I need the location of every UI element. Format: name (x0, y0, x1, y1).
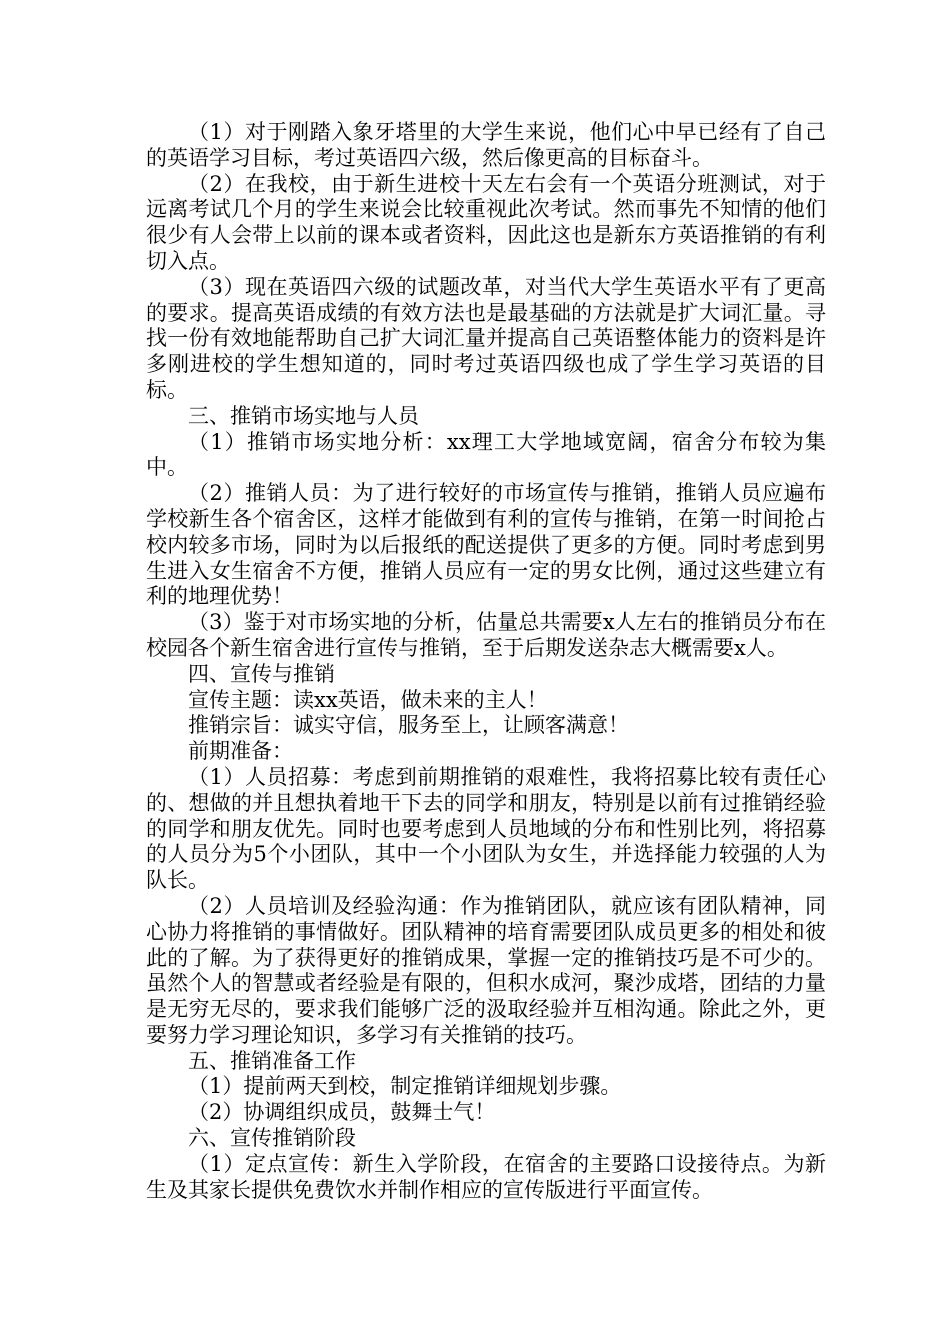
paragraph-arrive-early: （1）提前两天到校，制定推销详细规划步骤。 (188, 1074, 622, 1099)
paragraph-coordinate-team: （2）协调组织成员，鼓舞士气！ (188, 1100, 496, 1125)
paragraph-training: （2）人员培训及经验沟通：作为推销团队，就应该有团队精神，同心协力将推销的事情做好。团队精神的培育需要团队成员更多的相处和彼此的了解。为了获得更好的推销成果，掌握一定的推销技巧是不可少的。虽然个人的智慧或者经验是有限的，但积水成河，聚沙成塔，团结的力量是无穷无尽的，要求我们能够广泛的汲取经验并互相沟通。除此之外，更要努力学习理论知识，多学习有关推销的技巧。 (146, 893, 826, 1047)
paragraph-sales-tenet: 推销宗旨：诚实守信，服务至上，让顾客满意！ (188, 713, 629, 738)
section-heading-promotion-stage: 六、宣传推销阶段 (188, 1126, 356, 1151)
paragraph-promotion-theme: 宣传主题：读xx英语，做未来的主人！ (188, 687, 548, 712)
paragraph-exam-reform: （3）现在英语四六级的试题改革，对当代大学生英语水平有了更高的要求。提高英语成绩的有效方法也是最基础的方法就是扩大词汇量。寻找一份有效地能帮助自己扩大词汇量并提高自己英语整体能力的资料是许多刚进校的学生想知道的，同时考过英语四级也成了学生学习英语的目标。 (146, 274, 826, 402)
paragraph-fixed-point-promotion: （1）定点宣传：新生入学阶段，在宿舍的主要路口设接待点。为新生及其家长提供免费饮水并制作相应的宣传版进行平面宣传。 (146, 1151, 826, 1202)
section-heading-promotion: 四、宣传与推销 (188, 661, 335, 686)
section-heading-market-and-staff: 三、推销市场实地与人员 (188, 403, 419, 428)
document-body (146, 120, 826, 1203)
paragraph-recruitment: （1）人员招募：考虑到前期推销的艰难性，我将招募比较有责任心的、想做的并且想执着地干下去的同学和朋友，特别是以前有过推销经验的同学和朋友优先。同时也要考虑到人员地域的分布和性别比列，将招募的人员分为5个小团队，其中一个小团队为女生，并选择能力较强的人为队长。 (146, 764, 826, 893)
paragraph-placement-test: （2）在我校，由于新生进校十天左右会有一个英语分班测试，对于远离考试几个月的学生来说会比较重视此次考试。然而事先不知情的他们很少有人会带上以前的课本或者资料，因此这也是新东方英语推销的有利切入点。 (146, 171, 826, 273)
paragraph-audience-goal: （1）对于刚踏入象牙塔里的大学生来说，他们心中早已经有了自己的英语学习目标，考过英语四六级，然后像更高的目标奋斗。 (146, 120, 826, 170)
paragraph-sales-staff: （2）推销人员：为了进行较好的市场宣传与推销，推销人员应遍布学校新生各个宿舍区，这样才能做到有利的宣传与推销，在第一时间抢占校内较多市场，同时为以后报纸的配送提供了更多的方便。同时考虑到男生进入女生宿舍不方便，推销人员应有一定的男女比例，通过这些建立有利的地理优势！ (146, 481, 826, 609)
paragraph-staff-estimate: （3）鉴于对市场实地的分析，估量总共需要x人左右的推销员分布在校园各个新生宿舍进行宣传与推销，至于后期发送杂志大概需要x人。 (146, 610, 826, 660)
section-heading-preparation-work: 五、推销准备工作 (188, 1048, 356, 1073)
paragraph-preparation-label: 前期准备： (188, 739, 293, 764)
paragraph-market-analysis: （1）推销市场实地分析：xx理工大学地域宽阔，宿舍分布较为集中。 (146, 429, 826, 480)
